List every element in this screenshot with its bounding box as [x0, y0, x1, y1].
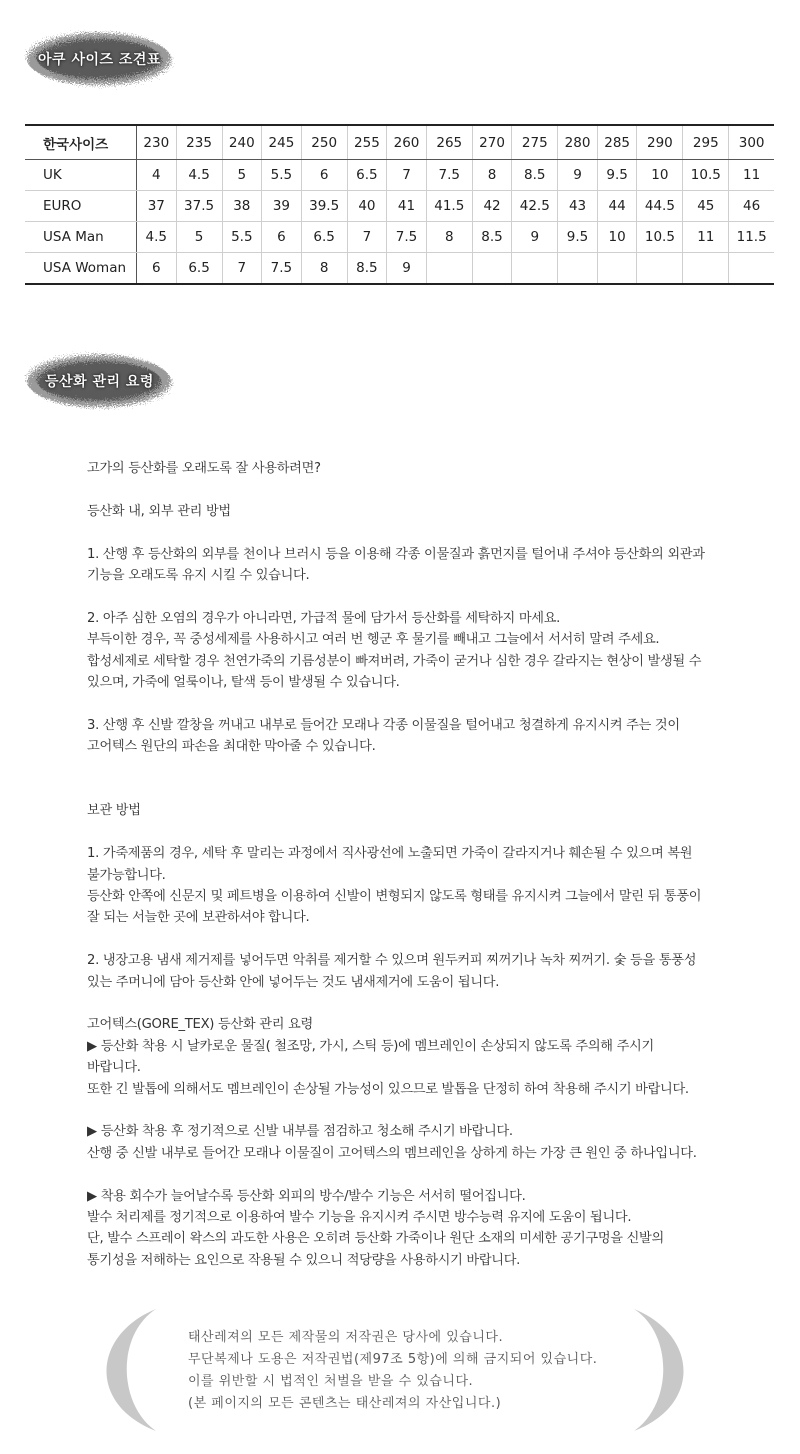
paragraph-line: 3. 산행 후 신발 깔창을 꺼내고 내부로 들어간 모래나 각종 이물질을 털어내고 청결하게 유지시켜 주는 것이: [87, 717, 680, 733]
table-cell: 5: [176, 222, 222, 253]
paragraph-line: ▶ 등산화 착용 시 날카로운 물질( 철조망, 가시, 스틱 등)에 멤브레인이 손상되지 않도록 주의해 주시기: [87, 1038, 654, 1054]
care-intro: 고가의 등산화를 오래도록 잘 사용하려면?: [87, 461, 321, 476]
table-cell: 11: [729, 160, 774, 191]
section-title: 등산화 관리 요령: [45, 374, 154, 390]
header-cell: 270: [472, 125, 512, 160]
table-cell: 6: [137, 253, 177, 285]
header-cell: 245: [262, 125, 302, 160]
left-bracket-decoration: [82, 1305, 162, 1435]
table-cell: 10.5: [637, 222, 683, 253]
care-inout-heading: 등산화 내, 외부 관리 방법: [87, 503, 231, 519]
table-cell: 6.5: [301, 222, 347, 253]
paragraph-line: 산행 중 신발 내부로 들어간 모래나 이물질이 고어텍스의 멤브레인을 상하게 하는 가장 큰 원인 중 하나입니다.: [87, 1145, 697, 1161]
table-cell: 6.5: [347, 160, 387, 191]
copyright-notice: [188, 1327, 658, 1415]
goretex-heading: 고어텍스(GORE_TEX) 등산화 관리 요령: [87, 1017, 313, 1033]
table-cell: 45: [683, 191, 729, 222]
table-cell: 46: [729, 191, 774, 222]
table-cell: [426, 253, 472, 285]
paragraph-line: ▶ 등산화 착용 후 정기적으로 신발 내부를 점검하고 청소해 주시기 바랍니다.: [87, 1124, 513, 1140]
table-cell: 7: [387, 160, 427, 191]
table-cell: 5.5: [262, 160, 302, 191]
paragraph-line: 잘 되는 서늘한 곳에 보관하셔야 합니다.: [87, 910, 310, 926]
paragraph-line: 고어텍스 원단의 파손을 최대한 막아줄 수 있습니다.: [87, 739, 376, 755]
table-cell: 10: [597, 222, 637, 253]
paragraph-line: 합성세제로 세탁할 경우 천연가죽의 기름성분이 빠져버려, 가죽이 굳거나 심한 경우 갈라지는 현상이 발생될 수: [87, 653, 702, 669]
row-label: USA Woman: [25, 253, 137, 285]
header-cell: 285: [597, 125, 637, 160]
table-cell: 8.5: [347, 253, 387, 285]
table-cell: 39.5: [301, 191, 347, 222]
row-label: USA Man: [25, 222, 137, 253]
table-cell: 41: [387, 191, 427, 222]
paragraph-line: 통기성을 저해하는 요인으로 작용될 수 있으니 적당량을 사용하시기 바랍니다.: [87, 1252, 521, 1268]
table-cell: 8.5: [472, 222, 512, 253]
table-row-usa-woman: [25, 253, 774, 285]
table-cell: 44: [597, 191, 637, 222]
paragraph-line: ▶ 착용 회수가 늘어날수록 등산화 외피의 방수/발수 기능은 서서히 떨어집니다.: [87, 1188, 526, 1204]
section-title: 아쿠 사이즈 조견표: [38, 52, 161, 68]
table-row-uk: [25, 160, 774, 191]
paragraph-line: 2. 아주 심한 오염의 경우가 아니라면, 가급적 물에 담가서 등산화를 세탁하지 마세요.: [87, 610, 561, 626]
table-cell: [472, 253, 512, 285]
paragraph-line: 1. 산행 후 등산화의 외부를 천이나 브러시 등을 이용해 각종 이물질과 흙먼지를 털어내 주셔야 등산화의 외관과: [87, 546, 705, 562]
header-cell: 295: [683, 125, 729, 160]
paragraph-line: 2. 냉장고용 냄새 제거제를 넣어두면 악취를 제거할 수 있으며 원두커피 찌꺼기나 녹차 찌꺼기. 숯 등을 통풍성: [87, 953, 697, 969]
table-cell: 4.5: [137, 222, 177, 253]
table-row-euro: [25, 191, 774, 222]
header-cell: 235: [176, 125, 222, 160]
row-label: EURO: [25, 191, 137, 222]
table-cell: 41.5: [426, 191, 472, 222]
header-cell: 250: [301, 125, 347, 160]
table-cell: 8: [426, 222, 472, 253]
copyright-line: 태산레져의 모든 제작물의 저작권은 당사에 있습니다.: [188, 1330, 504, 1345]
header-cell: 240: [222, 125, 262, 160]
table-cell: 11: [683, 222, 729, 253]
table-cell: 38: [222, 191, 262, 222]
section-badge-size-chart: [22, 28, 177, 90]
size-chart-table: [25, 124, 774, 285]
table-cell: 9: [387, 253, 427, 285]
header-cell: 280: [558, 125, 598, 160]
header-cell: 260: [387, 125, 427, 160]
table-cell: 6.5: [176, 253, 222, 285]
table-cell: [558, 253, 598, 285]
paragraph-line: 있으며, 가죽에 얼룩이나, 탈색 등이 발생될 수 있습니다.: [87, 675, 400, 691]
table-cell: 6: [301, 160, 347, 191]
table-cell: 9: [512, 222, 558, 253]
table-cell: 9.5: [597, 160, 637, 191]
paragraph-line: 또한 긴 발톱에 의해서도 멤브레인이 손상될 가능성이 있으므로 발톱을 단정히 하여 착용해 주시기 바랍니다.: [87, 1081, 689, 1097]
table-cell: [637, 253, 683, 285]
care-guide-text: [87, 458, 737, 1271]
table-cell: 11.5: [729, 222, 774, 253]
table-cell: 5: [222, 160, 262, 191]
header-cell: 300: [729, 125, 774, 160]
paragraph-line: 기능을 오래도록 유지 시킬 수 있습니다.: [87, 568, 310, 583]
table-cell: 7: [347, 222, 387, 253]
paragraph-line: 부득이한 경우, 꼭 중성세제를 사용하시고 여러 번 헹군 후 물기를 빼내고 그늘에서 서서히 말려 주세요.: [87, 632, 660, 648]
paragraph-line: 불가능합니다.: [87, 867, 166, 883]
table-cell: 42.5: [512, 191, 558, 222]
table-cell: 42: [472, 191, 512, 222]
table-cell: 7: [222, 253, 262, 285]
copyright-line: (본 페이지의 모든 콘텐츠는 태산레져의 자산입니다.): [188, 1396, 502, 1411]
table-cell: 37.5: [176, 191, 222, 222]
paragraph-line: 바랍니다.: [87, 1060, 141, 1076]
paragraph-line: 1. 가죽제품의 경우, 세탁 후 말리는 과정에서 직사광선에 노출되면 가죽이 갈라지거나 훼손될 수 있으며 복원: [87, 846, 693, 862]
table-cell: 10.5: [683, 160, 729, 191]
table-cell: 44.5: [637, 191, 683, 222]
table-cell: [683, 253, 729, 285]
header-cell: 230: [137, 125, 177, 160]
paragraph-line: 있는 주머니에 담아 등산화 안에 넣어두는 것도 냄새제거에 도움이 됩니다.: [87, 974, 500, 990]
table-cell: 39: [262, 191, 302, 222]
paragraph-line: 단, 발수 스프레이 왁스의 과도한 사용은 오히려 등산화 가죽이나 원단 소재의 미세한 공기구멍을 신발의: [87, 1231, 664, 1247]
copyright-line: 이를 위반할 시 법적인 처벌을 받을 수 있습니다.: [188, 1374, 474, 1389]
table-cell: 8: [301, 253, 347, 285]
table-cell: 4: [137, 160, 177, 191]
section-badge-care-guide: [22, 350, 177, 412]
table-cell: 40: [347, 191, 387, 222]
header-cell: 265: [426, 125, 472, 160]
table-cell: 43: [558, 191, 598, 222]
row-label: UK: [25, 160, 137, 191]
table-cell: 5.5: [222, 222, 262, 253]
header-cell: 275: [512, 125, 558, 160]
table-cell: [512, 253, 558, 285]
table-cell: 8: [472, 160, 512, 191]
table-cell: [729, 253, 774, 285]
table-row-usa-man: [25, 222, 774, 253]
storage-heading: 보관 방법: [87, 803, 141, 819]
table-cell: 8.5: [512, 160, 558, 191]
table-cell: 7.5: [262, 253, 302, 285]
header-label: 한국사이즈: [25, 125, 137, 160]
table-header-row: [25, 125, 774, 160]
table-cell: 4.5: [176, 160, 222, 191]
table-cell: 7.5: [387, 222, 427, 253]
table-cell: 9.5: [558, 222, 598, 253]
table-cell: 7.5: [426, 160, 472, 191]
table-cell: 10: [637, 160, 683, 191]
table-cell: 37: [137, 191, 177, 222]
table-cell: [597, 253, 637, 285]
header-cell: 290: [637, 125, 683, 160]
table-cell: 9: [558, 160, 598, 191]
paragraph-line: 발수 처리제를 정기적으로 이용하여 발수 기능을 유지시켜 주시면 방수능력 유지에 도움이 됩니다.: [87, 1210, 632, 1226]
copyright-line: 무단복제나 도용은 저작권법(제97조 5항)에 의해 금지되어 있습니다.: [188, 1352, 598, 1367]
table-cell: 6: [262, 222, 302, 253]
paragraph-line: 등산화 안쪽에 신문지 및 페트병을 이용하여 신발이 변형되지 않도록 형태를 유지시켜 그늘에서 말린 뒤 통풍이: [87, 889, 702, 905]
header-cell: 255: [347, 125, 387, 160]
